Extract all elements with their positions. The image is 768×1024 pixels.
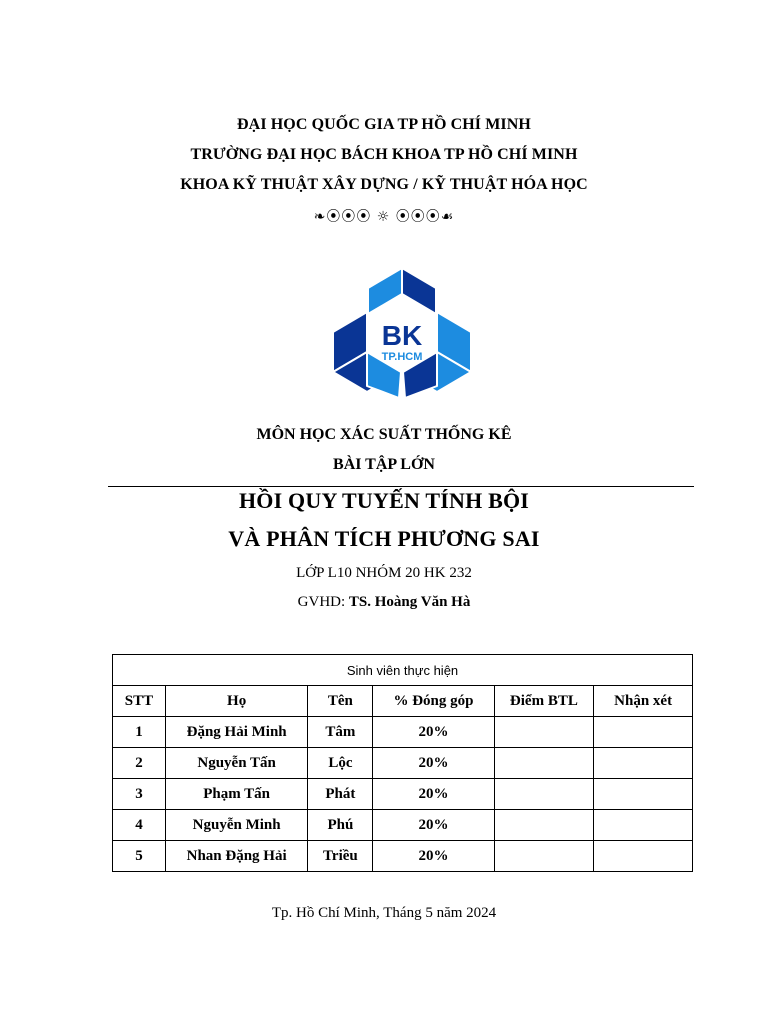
cell-stt: 5: [113, 841, 166, 872]
course-name: MÔN HỌC XÁC SUẤT THỐNG KÊ: [256, 426, 512, 443]
cell-ho: Nguyễn Minh: [165, 810, 307, 841]
header-score: Điểm BTL: [494, 686, 594, 717]
header-ten: Tên: [308, 686, 373, 717]
cell-comment: [594, 717, 693, 748]
cell-stt: 2: [113, 748, 166, 779]
logo-text-sub: TP.HCM: [381, 351, 423, 363]
report-title-line1: HỒI QUY TUYẾN TÍNH BỘI: [238, 488, 530, 513]
faculty-name: KHOA KỸ THUẬT XÂY DỰNG / KỸ THUẬT HÓA HỌC: [180, 176, 588, 193]
cell-score: [494, 810, 594, 841]
cell-ten: Tâm: [308, 717, 373, 748]
table-header-row: [113, 686, 693, 717]
header-comment: Nhận xét: [594, 686, 693, 717]
cell-score: [494, 748, 594, 779]
cell-score: [494, 717, 594, 748]
cell-ten: Phú: [308, 810, 373, 841]
cell-ten: Phát: [308, 779, 373, 810]
cell-contribution: 20%: [373, 841, 494, 872]
table-row: [113, 717, 693, 748]
logo-text-main: BK: [381, 320, 423, 351]
cell-comment: [594, 810, 693, 841]
cell-score: [494, 841, 594, 872]
bk-logo: [331, 266, 473, 400]
cell-contribution: 20%: [373, 779, 494, 810]
cell-comment: [594, 779, 693, 810]
table-row: [113, 841, 693, 872]
cell-ho: Nguyễn Tấn: [165, 748, 307, 779]
advisor-name: TS. Hoàng Văn Hà: [348, 594, 471, 610]
title-rule: [108, 486, 694, 487]
header-stt: STT: [113, 686, 166, 717]
cell-contribution: 20%: [373, 717, 494, 748]
cell-contribution: 20%: [373, 748, 494, 779]
school-name: TRƯỜNG ĐẠI HỌC BÁCH KHOA TP HỒ CHÍ MINH: [190, 146, 578, 163]
cell-ho: Nhan Đặng Hải: [165, 841, 307, 872]
table-row: [113, 810, 693, 841]
members-table: [112, 654, 693, 872]
table-row: [113, 779, 693, 810]
class-info: LỚP L10 NHÓM 20 HK 232: [296, 565, 472, 581]
ornament-divider: ❧⦿⦿⦿ ☼ ⦿⦿⦿☙: [313, 209, 455, 225]
cell-ho: Phạm Tấn: [165, 779, 307, 810]
cell-ten: Lộc: [308, 748, 373, 779]
advisor: [0, 594, 768, 611]
cell-score: [494, 779, 594, 810]
advisor-label: GVHD:: [297, 594, 349, 610]
cell-stt: 4: [113, 810, 166, 841]
cell-stt: 1: [113, 717, 166, 748]
cell-comment: [594, 841, 693, 872]
table-caption-row: [113, 655, 693, 686]
report-title-line2: VÀ PHÂN TÍCH PHƯƠNG SAI: [228, 526, 540, 551]
table-caption: Sinh viên thực hiện: [113, 655, 693, 686]
place-date: Tp. Hồ Chí Minh, Tháng 5 năm 2024: [271, 905, 497, 921]
cell-ten: Triều: [308, 841, 373, 872]
cell-contribution: 20%: [373, 810, 494, 841]
header-contribution: % Đóng góp: [373, 686, 494, 717]
cell-comment: [594, 748, 693, 779]
header-ho: Họ: [165, 686, 307, 717]
university-name: ĐẠI HỌC QUỐC GIA TP HỒ CHÍ MINH: [237, 116, 531, 133]
cell-stt: 3: [113, 779, 166, 810]
table-row: [113, 748, 693, 779]
cell-ho: Đặng Hải Minh: [165, 717, 307, 748]
assignment-type: BÀI TẬP LỚN: [333, 456, 435, 473]
